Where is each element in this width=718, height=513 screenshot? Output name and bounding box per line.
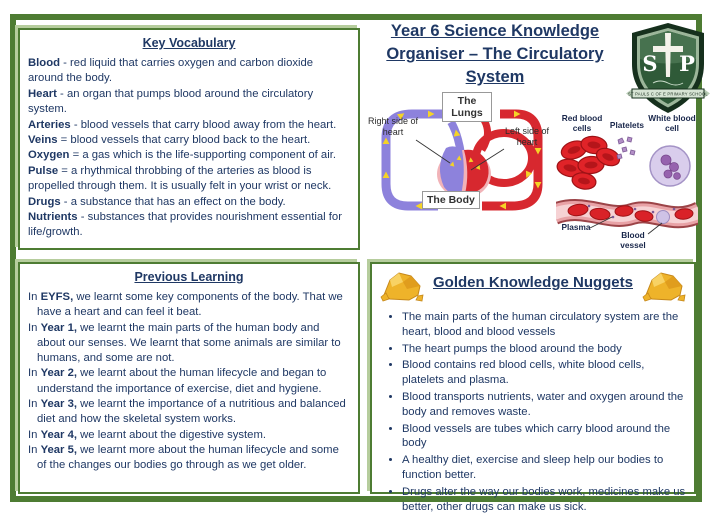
page-title: Year 6 Science Knowledge Organiser – The Circulatory System (386, 22, 604, 86)
left-side-of-heart-label: Left side of heart (504, 126, 550, 147)
golden-nugget-bullet: • Blood contains red blood cells, white blood cells, platelets and plasma. (402, 358, 686, 388)
golden-nugget-bullet: • A healthy diet, exercise and sleep help our bodies to function better. (402, 453, 686, 483)
svg-text:P: P (679, 51, 695, 76)
golden-nugget-bullet: • Drugs alter the way our bodies work, medicines make us better, other drugs can make us sick. (402, 485, 686, 513)
gold-nugget-icon (380, 268, 424, 304)
vocab-entry: Pulse = a rhythmical throbbing of the arteries as blood is propelled through them. It is usually felt in your wrist or neck. (28, 164, 332, 193)
key-vocabulary-title: Key Vocabulary (142, 36, 236, 50)
previous-learning-list (28, 290, 350, 474)
golden-nugget-bullet: • Blood transports nutrients, water and oxygen around the body and removes waste. (402, 390, 686, 420)
golden-nuggets-header (380, 268, 686, 304)
golden-nugget-bullet: • The main parts of the human circulatory system are the heart, blood and blood vessels (402, 310, 686, 340)
vocab-entry: Nutrients - substances that provides nourishment essential for life/growth. (28, 211, 342, 239)
previous-learning-entry: In Year 3, we learnt the importance of a nutritious and balanced diet and how the skeletal system works. (28, 398, 346, 426)
previous-learning-entry: In Year 2, we learnt about the human lifecycle and began to understand the importance of exercise, diet and hygiene. (28, 367, 327, 395)
previous-learning-entry: In Year 1, we learnt the main parts of the human body and about our senses. We learnt that some animals are similar to humans, and some are not. (28, 321, 341, 365)
previous-learning-entry: In Year 4, we learnt about the digestive system. (28, 428, 267, 441)
plasma-label: Plasma (561, 222, 591, 232)
school-logo (626, 20, 710, 116)
golden-nugget-bullet: • Blood vessels are tubes which carry blood around the body (402, 422, 686, 452)
lungs-label-box: The Lungs (442, 92, 492, 122)
blood-vessel-label: Blood vessel (620, 230, 646, 250)
shield-icon (626, 20, 710, 116)
key-vocabulary-panel (18, 28, 360, 250)
right-side-of-heart-label: Right side of heart (367, 116, 419, 137)
red-blood-cells-icon (556, 135, 622, 191)
previous-learning-entry: In Year 5, we learnt more about the human lifecycle and some of the changes our bodies go through as we get older. (28, 443, 339, 472)
platelets-label: Platelets (609, 120, 645, 130)
golden-nuggets-title: Golden Knowledge Nuggets (432, 274, 633, 291)
previous-learning-entry: In EYFS, we learnt some key components of the body. That we have a heart and can feel it beat. (28, 291, 343, 319)
vocab-entry: Blood - red liquid that carries oxygen and carbon dioxide around the body. (28, 57, 314, 85)
golden-nugget-bullet: • The heart pumps the blood around the body (402, 342, 686, 357)
body-label-box: The Body (422, 191, 480, 209)
golden-nuggets-list (382, 310, 686, 513)
previous-learning-panel (18, 262, 360, 494)
blood-vessel-icon (556, 203, 698, 223)
vocab-entry: Heart - an organ that pumps blood around the circulatory system. (28, 87, 314, 116)
vocab-entry: Oxygen = a gas which is the life-supporting component of air. (28, 149, 337, 162)
vocab-entry: Veins = blood vessels that carry blood back to the heart. (28, 134, 311, 147)
key-vocabulary-list (28, 56, 350, 241)
platelets-icon (617, 137, 635, 159)
red-blood-cells-label: Red blood cells (561, 113, 603, 133)
school-name-banner: ST PAULS C OF E PRIMARY SCHOOL (628, 91, 708, 97)
svg-text:S: S (642, 51, 658, 76)
blood-components-illustration (556, 110, 698, 252)
golden-nuggets-panel (370, 262, 696, 513)
previous-learning-title: Previous Learning (134, 270, 244, 284)
vocab-entry: Drugs - a substance that has an effect on the body. (28, 195, 286, 208)
gold-nugget-icon (642, 268, 686, 304)
white-blood-cell-icon (650, 146, 690, 186)
vocab-entry: Arteries - blood vessels that carry blood away from the heart. (28, 118, 337, 131)
circulation-diagram (366, 92, 556, 222)
white-blood-cell-label: White blood cell (648, 113, 696, 133)
